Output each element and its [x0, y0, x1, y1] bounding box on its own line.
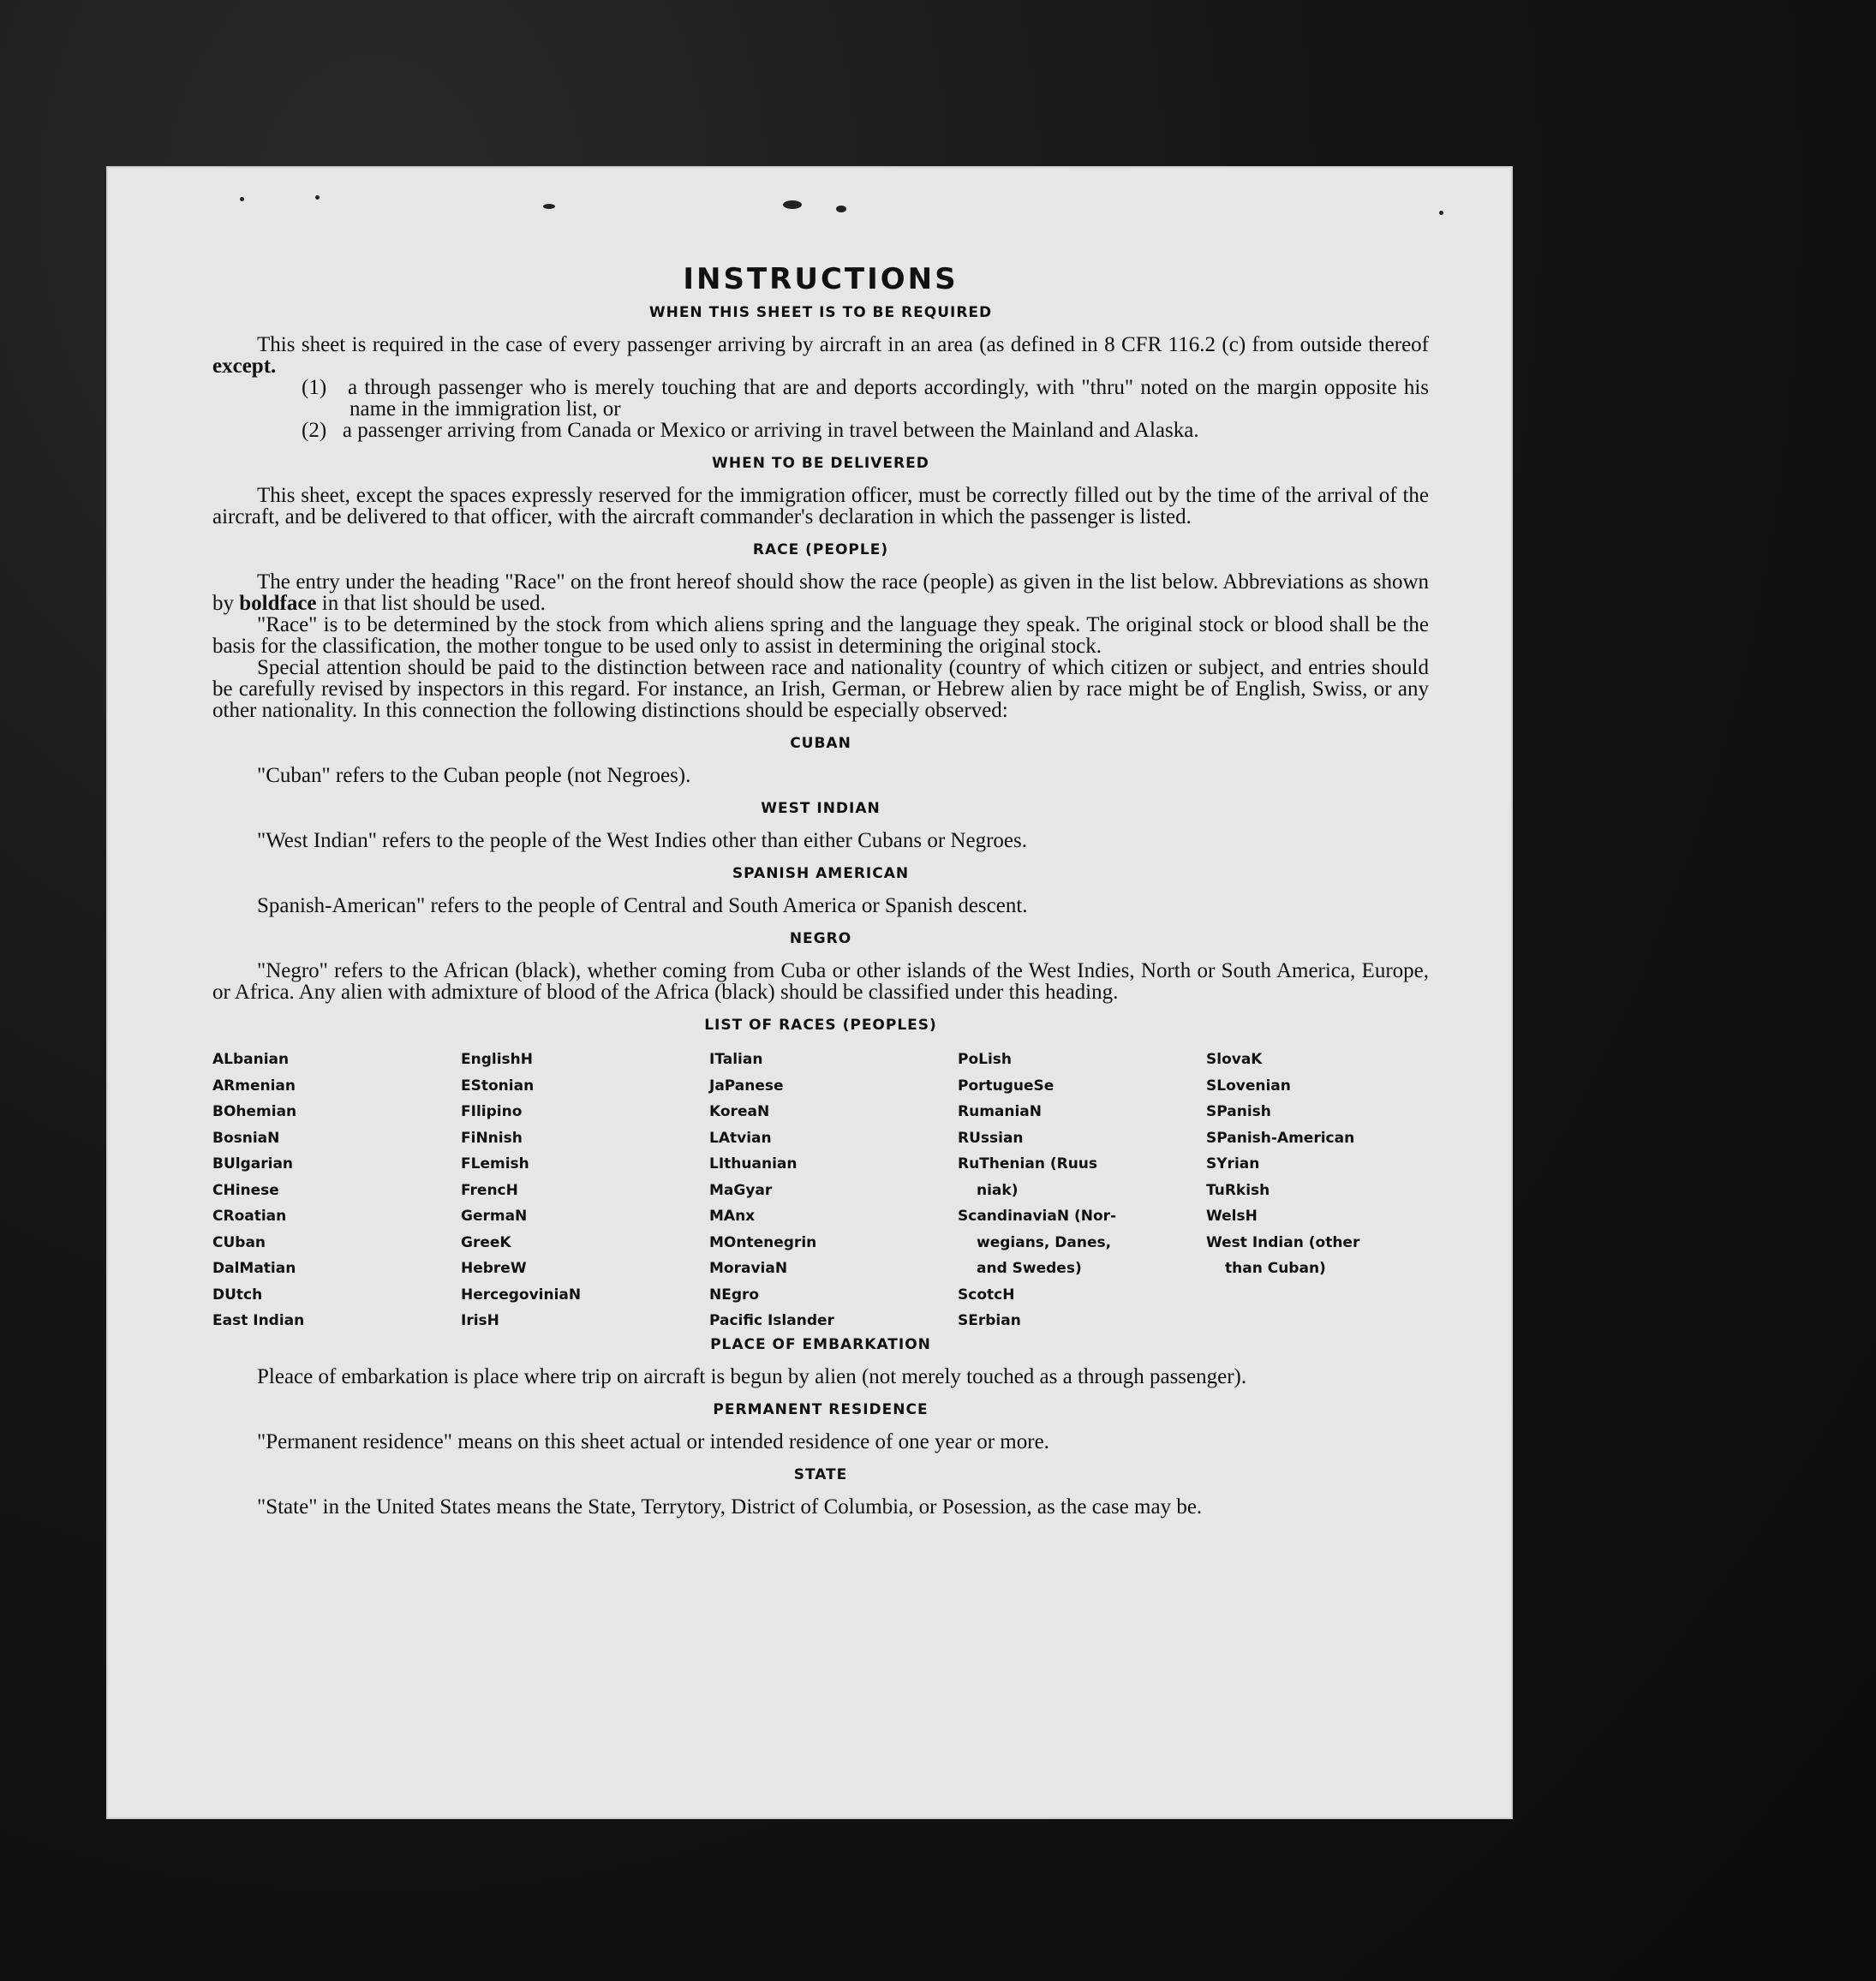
race-entry: GreeK [461, 1233, 511, 1251]
race-entry: ScandinaviaN (Nor- [958, 1208, 1117, 1225]
section-heading-negro: NEGRO [789, 930, 852, 947]
race-entry: RUssian [958, 1129, 1024, 1147]
race-entry: East Indian [212, 1312, 305, 1329]
section-heading-residence: PERMANENT RESIDENCE [713, 1400, 929, 1418]
ink-speck [315, 195, 320, 200]
west-indian-text: "West Indian" refers to the people of the West Indies other than either Cubans or Negroes. [257, 829, 1027, 852]
race-entry: LAtvian [709, 1129, 772, 1147]
race-entry: BosniaN [212, 1129, 280, 1147]
race-entry: SErbian [958, 1312, 1021, 1329]
section-heading-delivered: WHEN TO BE DELIVERED [712, 455, 929, 472]
required-intro-bold: except. [212, 355, 277, 378]
race-entry: CRoatian [212, 1208, 287, 1225]
section-heading-race: RACE (PEOPLE) [752, 541, 889, 558]
state-text: "State" in the United States means the State, Terrytory, District of Columbia, or Posession, as the case may be. [257, 1495, 1203, 1519]
required-item-1 [212, 377, 1429, 420]
race-entry: EnglishH [461, 1051, 533, 1068]
race-entry: ITalian [709, 1051, 763, 1068]
section-heading-spanish-american: SPANISH AMERICAN [732, 865, 910, 882]
section-heading-embarkation: PLACE OF EMBARKATION [710, 1335, 931, 1353]
ink-speck [1439, 211, 1443, 215]
race-entry: FrencH [461, 1181, 518, 1199]
race-entry-continued: wegians, Danes, [977, 1233, 1112, 1251]
item-text: a passenger arriving from Canada or Mexico or arriving in travel between the Mainland and Alaska. [342, 419, 1199, 442]
race-entry: SPanish [1206, 1103, 1271, 1120]
document-page [106, 166, 1513, 1819]
cuban-text: "Cuban" refers to the Cuban people (not Negroes). [257, 764, 691, 787]
race-paragraph-3: Special attention should be paid to the distinction between race and nationality (country of which citizen or subject, and entries should be carefully revised by inspectors in this regard. For instance, an Irish, German, or Hebrew alien by race might be of English, Swiss, or any other nationality. In this connection the following distinctions should be especially observed: [212, 656, 1429, 722]
section-heading-west-indian: WEST INDIAN [761, 800, 881, 817]
race-entry: DalMatian [212, 1260, 296, 1277]
race-entry: MoraviaN [709, 1260, 788, 1277]
race-entry: FIlipino [461, 1103, 523, 1120]
required-intro-text: This sheet is required in the case of every passenger arriving by aircraft in an area (as defined in 8 CFR 116.2 (c) from outside thereof [257, 333, 1429, 356]
race-entry: MAnx [709, 1208, 756, 1225]
race-entry-continued: niak) [977, 1181, 1019, 1199]
section-heading-list: LIST OF RACES (PEOPLES) [704, 1017, 937, 1034]
race-entry: PortugueSe [958, 1077, 1055, 1095]
race-entry: IrisH [461, 1312, 499, 1329]
race-entry: TuRkish [1206, 1181, 1270, 1199]
race-entry: SPanish-American [1206, 1129, 1355, 1147]
spanish-american-text: Spanish-American" refers to the people of Central and South America or Spanish descent. [257, 894, 1028, 917]
residence-text: "Permanent residence" means on this sheet actual or intended residence of one year or more. [257, 1429, 1049, 1453]
required-intro [212, 334, 1429, 377]
race-entry: West Indian (other [1206, 1233, 1360, 1251]
races-column-5 [1206, 1047, 1429, 1334]
race-entry: GermaN [461, 1208, 528, 1225]
race-entry: EStonian [461, 1077, 535, 1095]
race-entry: MOntenegrin [709, 1233, 817, 1251]
race-paragraph-2: "Race" is to be determined by the stock from which aliens spring and the language they speak. The original stock or blood shall be the basis for the classification, the mother tongue to be used only to assist in determining the original stock. [212, 613, 1429, 658]
race-entry: MaGyar [709, 1181, 773, 1199]
race-entry: HebreW [461, 1260, 527, 1277]
race-p1-bold: boldface [239, 592, 317, 615]
race-entry: Pacific Islander [709, 1312, 834, 1329]
ink-speck [543, 204, 555, 209]
item-number: (2) [302, 419, 327, 442]
races-column-4 [958, 1047, 1206, 1334]
race-entry: SLovenian [1206, 1077, 1291, 1095]
race-entry: FiNnish [461, 1129, 523, 1147]
item-number: (1) [302, 376, 327, 399]
ink-speck [240, 197, 244, 201]
ink-speck [783, 200, 802, 209]
race-entry: RumaniaN [958, 1103, 1043, 1120]
races-column-3 [709, 1047, 958, 1334]
race-entry: CHinese [212, 1181, 279, 1199]
race-entry-continued: than Cuban) [1225, 1260, 1326, 1277]
race-entry: ARmenian [212, 1077, 296, 1095]
item-text: a through passenger who is merely touching that are and deports accordingly, with "thru" noted on the margin opposite his name in the immigration list, or [347, 376, 1430, 421]
race-entry: RuThenian (Ruus [958, 1155, 1098, 1172]
delivered-text: This sheet, except the spaces expressly reserved for the immigration officer, must be correctly filled out by the time of the arrival of the aircraft, and be delivered to that officer, with the aircraft commander's declaration in which the passenger is listed. [212, 484, 1429, 528]
race-entry: PoLish [958, 1051, 1013, 1068]
race-entry: KoreaN [709, 1103, 770, 1120]
race-entry: SYrian [1206, 1155, 1260, 1172]
race-entry: BUlgarian [212, 1155, 294, 1172]
instructions-body [212, 262, 1430, 1519]
race-entry: DUtch [212, 1286, 263, 1304]
race-p1-start: The entry under the heading "Race" on the front hereof should show the race (people) as given in the list below. Abbreviations as shown by [212, 570, 1429, 615]
required-item-2 [212, 420, 1429, 441]
race-p1-end: in that list should be used. [321, 592, 546, 615]
race-entry: JaPanese [709, 1077, 784, 1095]
race-paragraph-1 [212, 571, 1429, 614]
race-entry: BOhemian [212, 1103, 297, 1120]
race-entry: CUban [212, 1233, 266, 1251]
race-entry: WelsH [1206, 1208, 1258, 1225]
race-entry-continued: and Swedes) [977, 1260, 1082, 1277]
race-entry: NEgro [709, 1286, 760, 1304]
embarkation-text: Pleace of embarkation is place where trip on aircraft is begun by alien (not merely touched as a through passenger). [257, 1364, 1247, 1388]
section-heading-required: WHEN THIS SHEET IS TO BE REQUIRED [648, 304, 993, 321]
races-column-1 [212, 1047, 461, 1334]
races-column-2 [461, 1047, 709, 1334]
ink-speck [836, 206, 846, 212]
race-entry: FLemish [461, 1155, 529, 1172]
race-entry: ScotcH [958, 1286, 1015, 1304]
race-entry: LIthuanian [709, 1155, 798, 1172]
race-entry: HercegoviniaN [461, 1286, 582, 1304]
page-title: INSTRUCTIONS [683, 262, 959, 296]
negro-text: "Negro" refers to the African (black), whether coming from Cuba or other islands of the West Indies, North or South America, Europe, or Africa. Any alien with admixture of blood of the Africa (black) should be classified under this heading. [212, 959, 1429, 1004]
section-heading-state: STATE [793, 1465, 848, 1483]
section-heading-cuban: CUBAN [790, 735, 851, 752]
race-entry: SlovaK [1206, 1051, 1263, 1068]
race-entry: ALbanian [212, 1051, 290, 1068]
races-list [212, 1047, 1429, 1334]
